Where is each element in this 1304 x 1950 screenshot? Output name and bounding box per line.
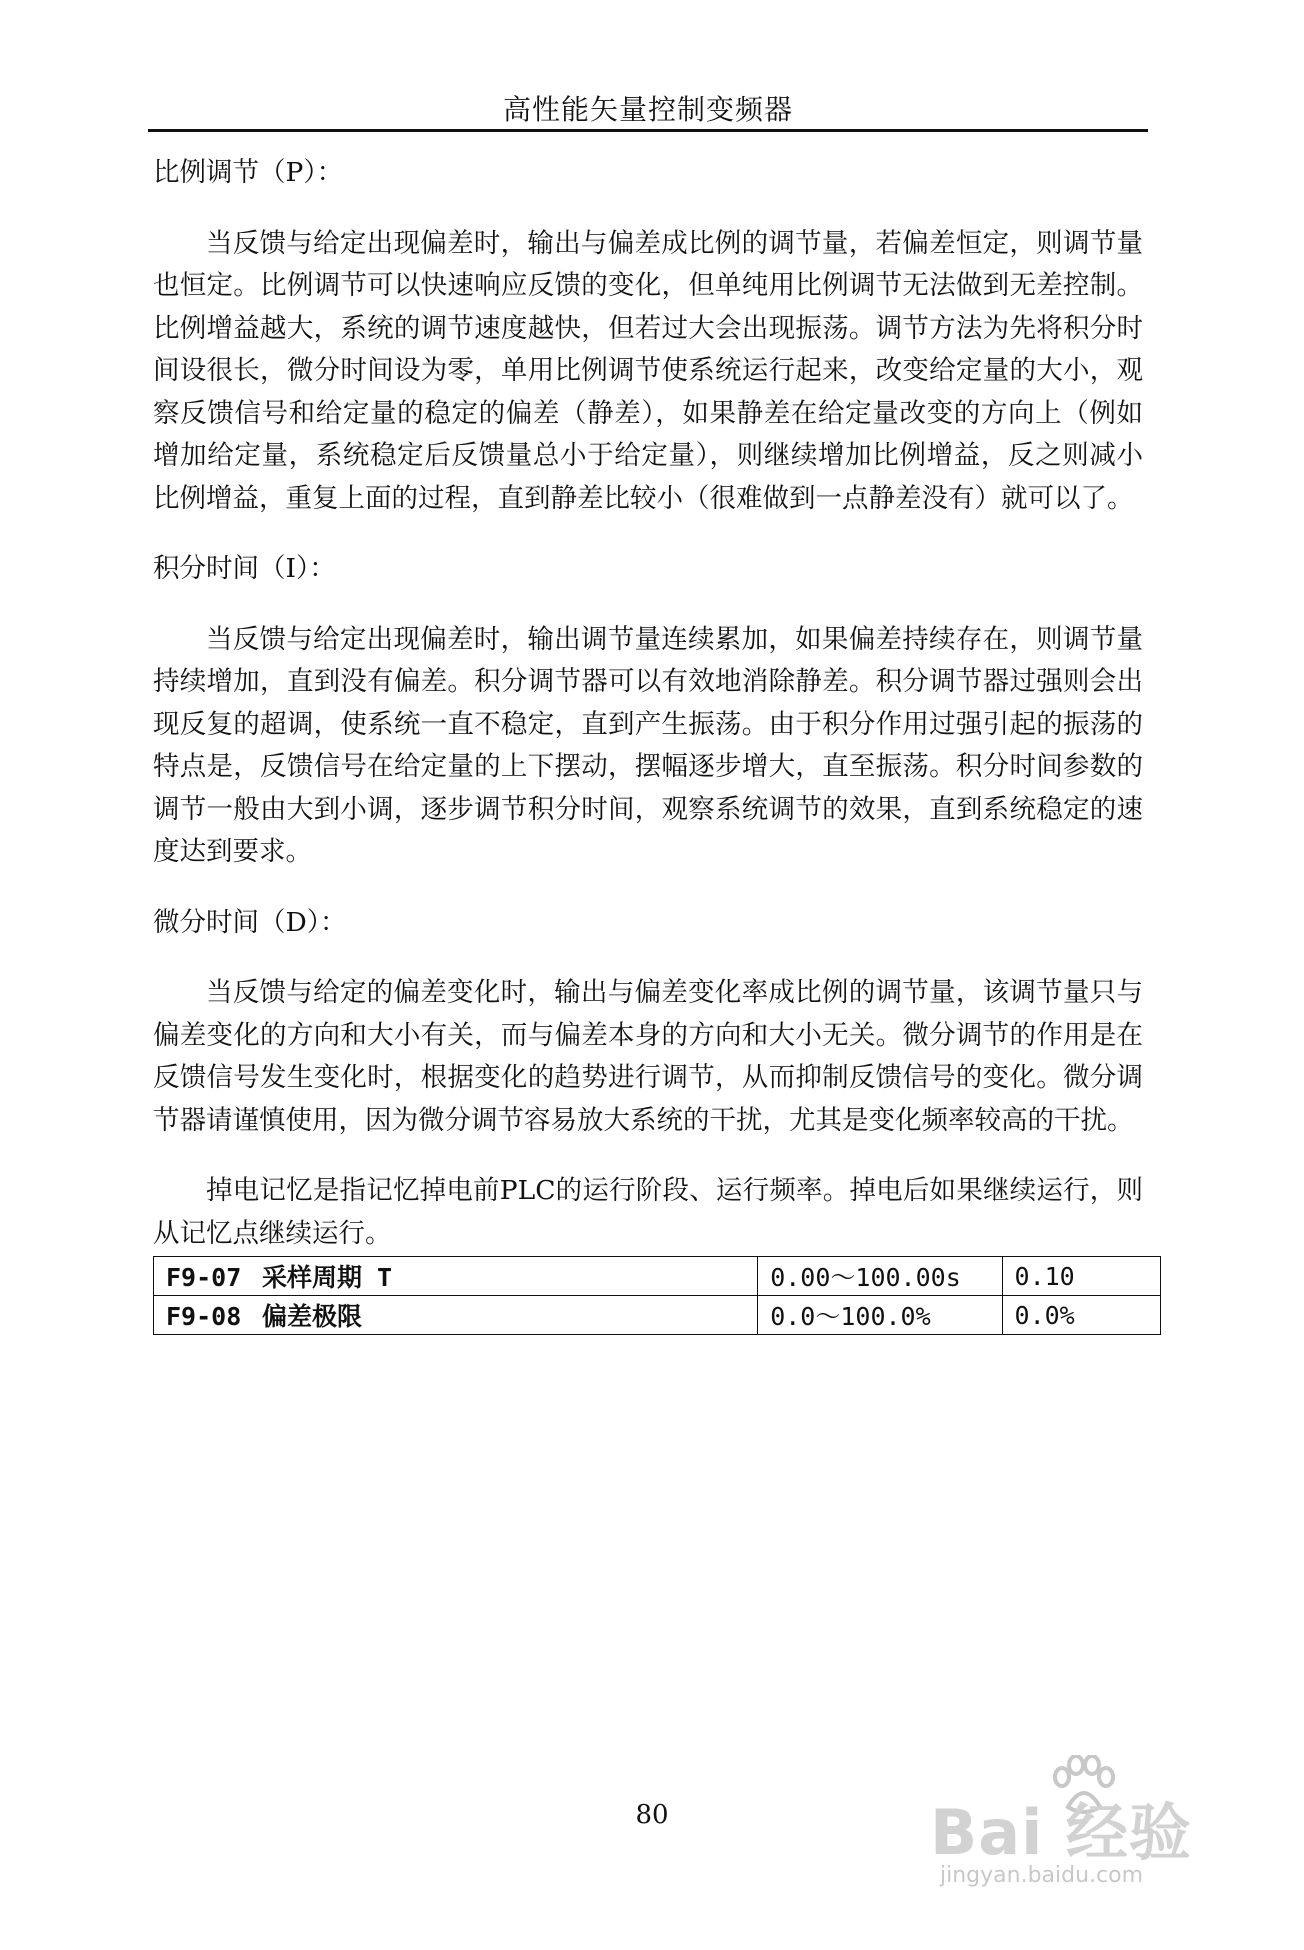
section-heading: 比例调节（P）： <box>153 157 344 188</box>
section-derivative <box>153 902 1143 1143</box>
parameter-table <box>153 1256 1161 1335</box>
section-paragraph: 当反馈与给定出现偏差时，输出与偏差成比例的调节量，若偏差恒定，则调节量也恒定。比例调节可以快速响应反馈的变化，但单纯用比例调节无法做到无差控制。比例增益越大，系统的调节速度越快，但若过大会出现振荡。调节方法为先将积分时间设很长，微分时间设为零，单用比例调节使系统运行起来，改变给定量的大小，观察反馈信号和给定量的稳定的偏差（静差），如果静差在给定量改变的方向上（例如增加给定量，系统稳定后反馈量总小于给定量），则继续增加比例增益，反之则减小比例增益，重复上面的过程，直到静差比较小（很难做到一点静差没有）就可以了。 <box>153 227 1143 514</box>
param-code-name-cell <box>154 1296 758 1335</box>
param-name: 偏差极限 <box>262 1302 363 1331</box>
param-code: F9-07 <box>166 1263 242 1292</box>
section-integral <box>153 548 1143 874</box>
table-row <box>154 1296 1161 1335</box>
section-proportional <box>153 152 1143 520</box>
param-name: 采样周期 T <box>262 1263 393 1292</box>
page-number: 80 <box>635 1800 669 1830</box>
param-range: 0.0～100.0% <box>758 1296 1002 1335</box>
section-paragraph: 当反馈与给定出现偏差时，输出调节量连续累加，如果偏差持续存在，则调节量持续增加，直到没有偏差。积分调节器可以有效地消除静差。积分调节器过强则会出现反复的超调，使系统一直不稳定，直到产生振荡。由于积分作用过强引起的振荡的特点是，反馈信号在给定量的上下摆动，摆幅逐步增大，直至振荡。积分时间参数的调节一般由大到小调，逐步调节积分时间，观察系统调节的效果，直到系统稳定的速度达到要求。 <box>153 623 1143 867</box>
section-heading: 积分时间（I）： <box>153 553 336 584</box>
body-content <box>153 152 1143 1283</box>
param-default: 0.0% <box>1002 1296 1160 1335</box>
watermark-url: jingyan.baidu.com <box>940 1863 1144 1888</box>
header-rule <box>148 129 1148 132</box>
section-heading: 微分时间（D）： <box>153 906 347 938</box>
param-range: 0.00～100.00s <box>758 1257 1002 1296</box>
watermark-brand: Bai 经验 <box>930 1796 1192 1869</box>
baidu-jingyan-watermark <box>930 1755 1260 1905</box>
param-default: 0.10 <box>1002 1257 1160 1296</box>
table-row <box>154 1257 1161 1296</box>
section-paragraph: 当反馈与给定的偏差变化时，输出与偏差变化率成比例的调节量，该调节量只与偏差变化的方向和大小有关，而与偏差本身的方向和大小无关。微分调节的作用是在反馈信号发生变化时，根据变化的趋势进行调节，从而抑制反馈信号的变化。微分调节器请谨慎使用，因为微分调节容易放大系统的干扰，尤其是变化频率较高的干扰。 <box>153 977 1143 1136</box>
power-loss-note: 掉电记忆是指记忆掉电前PLC的运行阶段、运行频率。掉电后如果继续运行，则从记忆点继续运行。 <box>153 1175 1143 1249</box>
param-code: F9-08 <box>166 1302 242 1331</box>
running-header: 高性能矢量控制变频器 <box>502 93 793 126</box>
param-code-name-cell <box>154 1257 758 1296</box>
